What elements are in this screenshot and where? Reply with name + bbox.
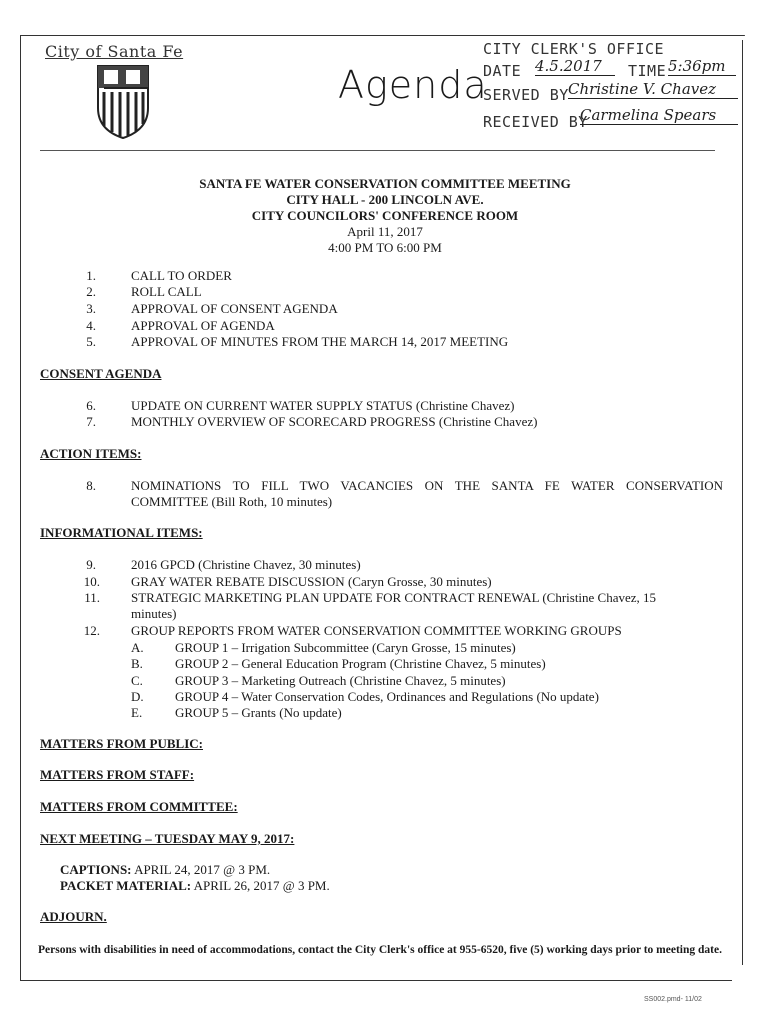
agenda-item: STRATEGIC MARKETING PLAN UPDATE FOR CONTRACT RENEWAL (Christine Chavez, 15: [131, 590, 657, 605]
accessibility-note: Persons with disabilities in need of accommodations, contact the City Clerk's office at 955-6520, five (5) working days prior to meeting date.: [38, 944, 722, 956]
stamp-date-label: DATE: [483, 62, 522, 80]
agenda-item: GRAY WATER REBATE DISCUSSION (Caryn Grosse, 30 minutes): [131, 574, 492, 589]
group-letter: A.: [131, 640, 144, 655]
captions-value: APRIL 24, 2017 @ 3 PM.: [134, 862, 271, 877]
item-number: 8.: [86, 478, 96, 493]
meeting-name: SANTA FE WATER CONSERVATION COMMITTEE MEETING: [199, 176, 571, 191]
header-divider: [40, 150, 715, 151]
stamp-time-value: 5:36pm: [668, 57, 736, 76]
stamp-date-value: 4.5.2017: [535, 57, 615, 76]
group-letter: D.: [131, 689, 144, 704]
matters-from-public-heading: MATTERS FROM PUBLIC:: [40, 736, 203, 751]
agenda-item-continued: COMMITTEE (Bill Roth, 10 minutes): [131, 494, 333, 509]
item-number: 12.: [83, 623, 100, 638]
document-border-top: [20, 35, 745, 36]
item-number: 7.: [86, 414, 96, 429]
city-name: City of Santa Fe: [45, 42, 184, 61]
meeting-date: April 11, 2017: [347, 224, 423, 239]
captions-label: CAPTIONS:: [60, 862, 132, 877]
item-number: 11.: [84, 590, 100, 605]
action-items-heading: ACTION ITEMS:: [40, 446, 142, 461]
packet-material-line: [60, 878, 330, 894]
consent-agenda-heading: CONSENT AGENDA: [40, 366, 162, 381]
agenda-item: ROLL CALL: [131, 284, 202, 299]
item-number: 4.: [86, 318, 96, 333]
item-number: 1.: [86, 268, 96, 283]
matters-from-committee-heading: MATTERS FROM COMMITTEE:: [40, 799, 238, 814]
agenda-item: APPROVAL OF AGENDA: [131, 318, 275, 333]
agenda-item: MONTHLY OVERVIEW OF SCORECARD PROGRESS (Christine Chavez): [131, 414, 538, 429]
matters-from-staff-heading: MATTERS FROM STAFF:: [40, 767, 195, 782]
group-report: GROUP 2 – General Education Program (Christine Chavez, 5 minutes): [175, 656, 546, 671]
agenda-item: 2016 GPCD (Christine Chavez, 30 minutes): [131, 557, 361, 572]
agenda-item: APPROVAL OF MINUTES FROM THE MARCH 14, 2017 MEETING: [131, 334, 509, 349]
item-number: 6.: [86, 398, 96, 413]
stamp-served-value: Christine V. Chavez: [568, 80, 738, 99]
clerk-office-stamp: CITY CLERK'S OFFICE: [483, 40, 665, 58]
stamp-served-label: SERVED BY: [483, 86, 569, 104]
group-report: GROUP 4 – Water Conservation Codes, Ordinances and Regulations (No update): [175, 689, 599, 704]
item-number: 2.: [86, 284, 96, 299]
item-number: 10.: [83, 574, 100, 589]
agenda-item: NOMINATIONS TO FILL TWO VACANCIES ON THE SANTA FE WATER CONSERVATION: [131, 478, 723, 493]
group-letter: B.: [131, 656, 143, 671]
document-border-bottom: [20, 980, 732, 981]
form-code: SS002.pmd- 11/02: [644, 996, 702, 1003]
agenda-title: Agenda: [338, 63, 488, 107]
group-report: GROUP 3 – Marketing Outreach (Christine Chavez, 5 minutes): [175, 673, 506, 688]
item-number: 5.: [86, 334, 96, 349]
next-meeting-heading: NEXT MEETING – TUESDAY MAY 9, 2017:: [40, 831, 295, 846]
item-number: 3.: [86, 301, 96, 316]
group-report: GROUP 1 – Irrigation Subcommittee (Caryn Grosse, 15 minutes): [175, 640, 516, 655]
agenda-item: CALL TO ORDER: [131, 268, 232, 283]
adjourn-heading: ADJOURN.: [40, 909, 107, 924]
agenda-item: UPDATE ON CURRENT WATER SUPPLY STATUS (Christine Chavez): [131, 398, 515, 413]
packet-material-label: PACKET MATERIAL:: [60, 878, 192, 893]
item-number: 9.: [86, 557, 96, 572]
agenda-item-continued: minutes): [131, 606, 177, 621]
group-report: GROUP 5 – Grants (No update): [175, 705, 342, 720]
packet-material-value: APRIL 26, 2017 @ 3 PM.: [193, 878, 330, 893]
group-letter: E.: [131, 705, 143, 720]
meeting-time: 4:00 PM TO 6:00 PM: [328, 240, 442, 255]
city-seal-icon: [96, 64, 150, 140]
captions-line: [60, 862, 270, 878]
stamp-received-label: RECEIVED BY: [483, 113, 588, 131]
stamp-received-value: Carmelina Spears: [580, 106, 738, 125]
informational-items-heading: INFORMATIONAL ITEMS:: [40, 525, 203, 540]
group-letter: C.: [131, 673, 143, 688]
meeting-room: CITY COUNCILORS' CONFERENCE ROOM: [251, 208, 519, 223]
stamp-time-label: TIME: [628, 62, 667, 80]
meeting-location: CITY HALL - 200 LINCOLN AVE.: [286, 192, 484, 207]
agenda-item: GROUP REPORTS FROM WATER CONSERVATION COMMITTEE WORKING GROUPS: [131, 623, 622, 638]
agenda-item: APPROVAL OF CONSENT AGENDA: [131, 301, 338, 316]
